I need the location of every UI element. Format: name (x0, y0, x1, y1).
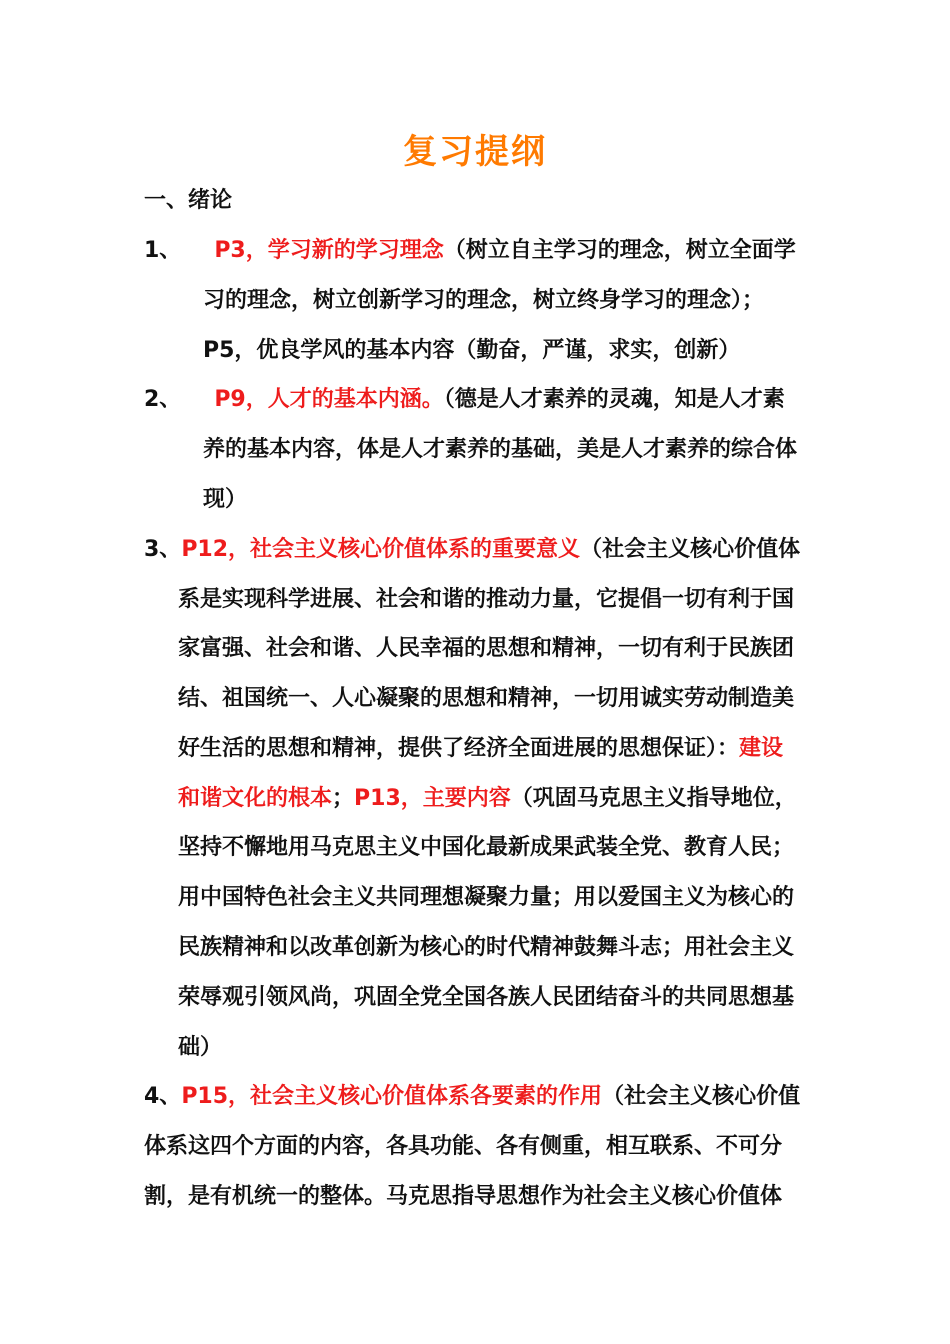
list-item-3-line-7: 坚持不懈地用马克思主义中国化最新成果武装全党、教育人民； (178, 835, 795, 860)
list-item-1-line-2: 习的理念，树立创新学习的理念，树立终身学习的理念）； (203, 288, 765, 313)
list-item-3-line-9: 民族精神和以改革创新为核心的时代精神鼓舞斗志；用社会主义 (178, 935, 795, 960)
page-title: 复习提纲 (403, 132, 547, 172)
key-point: 建设 (739, 736, 784, 761)
item-number: 4、 (144, 1084, 182, 1109)
item-text: （树立自主学习的理念，树立全面学 (443, 238, 796, 263)
key-point: P15，社会主义核心价值体系各要素的作用 (181, 1084, 603, 1109)
list-item-3-line-5 (178, 732, 783, 766)
item-number: 3、 (144, 537, 182, 562)
list-item-4-line-1 (144, 1080, 800, 1114)
key-point: P9，人才的基本内涵。 (214, 387, 444, 412)
item-text: ； (332, 786, 355, 811)
list-item-2-line-2: 养的基本内容，体是人才素养的基础，美是人才素养的综合体 (203, 437, 798, 462)
list-item-3-line-4: 结、祖国统一、人心凝聚的思想和精神，一切用诚实劳动制造美 (178, 686, 795, 711)
list-item-3-line-10: 荣辱观引领风尚，巩固全党全国各族人民团结奋斗的共同思想基 (178, 985, 795, 1010)
list-item-3-line-2: 系是实现科学进展、社会和谐的推动力量，它提倡一切有利于国 (178, 587, 795, 612)
item-text: 好生活的思想和精神，提供了经济全面进展的思想保证）： (178, 736, 740, 761)
item-text: （社会主义核心价值 (602, 1084, 801, 1109)
key-point: 和谐文化的根本 (178, 786, 333, 811)
list-item-3-line-8: 用中国特色社会主义共同理想凝聚力量；用以爱国主义为核心的 (178, 885, 795, 910)
list-item-2-line-3: 现） (203, 487, 248, 512)
list-item-4-line-2: 体系这四个方面的内容，各具功能、各有侧重，相互联系、不可分 (144, 1134, 783, 1159)
list-item-4-line-3: 割，是有机统一的整体。马克思指导思想作为社会主义核心价值体 (144, 1184, 783, 1209)
section-heading: 一、绪论 (144, 188, 233, 213)
item-text: （巩固马克思主义指导地位， (510, 786, 797, 811)
key-point: P13，主要内容 (354, 786, 511, 811)
key-point: P3，学习新的学习理念 (214, 238, 444, 263)
list-item-1-line-1 (144, 234, 796, 268)
list-item-3-line-3: 家富强、社会和谐、人民幸福的思想和精神，一切有利于民族团 (178, 636, 795, 661)
item-number: 2、 (144, 387, 182, 412)
key-point: P12，社会主义核心价值体系的重要意义 (181, 537, 581, 562)
list-item-3-line-11: 础） (178, 1035, 223, 1060)
list-item-3-line-1 (144, 533, 800, 567)
item-number: 1、 (144, 238, 182, 263)
list-item-3-line-6 (178, 782, 797, 816)
item-text: （社会主义核心价值体 (580, 537, 801, 562)
list-item-1-line-3: P5，优良学风的基本内容（勤奋，严谨，求实，创新） (203, 338, 741, 363)
list-item-2-line-1 (144, 383, 785, 417)
item-text: （德是人才素养的灵魂，知是人才素 (443, 387, 785, 412)
